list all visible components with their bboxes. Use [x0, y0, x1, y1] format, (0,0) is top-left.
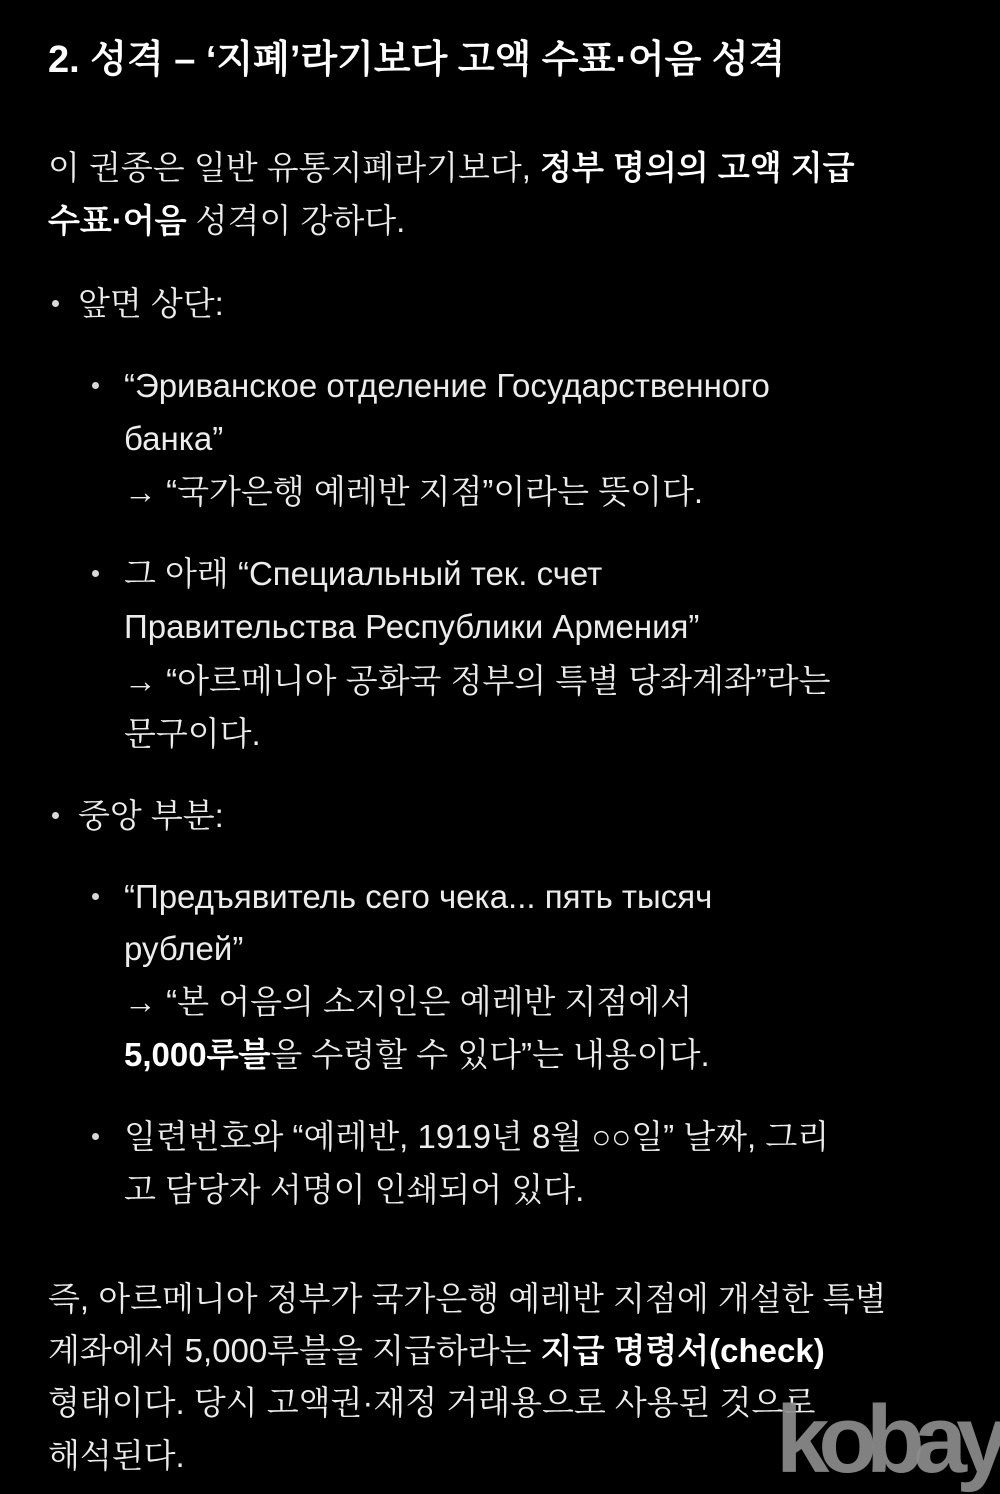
sub-bullet-line: “Эриванское отделение Государственного	[124, 367, 770, 404]
bullet-dot-icon	[92, 570, 99, 577]
sub-bullet-line: рублей”	[124, 930, 244, 967]
sub-bullet-line: → “아르메니아 공화국 정부의 특별 당좌계좌”라는	[124, 662, 831, 699]
bullet-label: 중앙 부분:	[78, 797, 224, 834]
sub-bullet-line: 고 담당자 서명이 인쇄되어 있다.	[124, 1171, 585, 1208]
intro-text: 성격이 강하다.	[186, 202, 406, 239]
intro-line	[48, 194, 1000, 247]
intro-line	[48, 141, 1000, 194]
intro-emphasis: 수표·어음	[48, 202, 187, 239]
sub-bullet-line: “Предъявитель сего чека... пять тысяч	[124, 878, 713, 915]
sub-bullet-line: → “국가은행 예레반 지점”이라는 뜻이다.	[124, 473, 703, 510]
intro-text: 이 권종은 일반 유통지폐라기보다,	[48, 149, 541, 186]
sub-bullet-line	[124, 1028, 1000, 1081]
sub-bullet-line: 그 아래 “Специальный тек. счет	[124, 555, 603, 592]
intro-emphasis: 정부 명의의 고액 지급	[540, 149, 855, 186]
amount-emphasis: 5,000루블	[124, 1036, 271, 1073]
bullet-label: 앞면 상단:	[78, 285, 224, 322]
sub-bullet-line: → “본 어음의 소지인은 예레반 지점에서	[124, 983, 693, 1020]
sub-bullet-text: 을 수령할 수 있다”는 내용이다.	[270, 1036, 710, 1073]
bullet-dot-icon	[92, 893, 99, 900]
conclusion-line: 즉, 아르메니아 정부가 국가은행 예레반 지점에 개설한 특별	[48, 1280, 887, 1317]
sub-bullet-line: 일련번호와 “예레반, 1919년 8월 ○○일” 날짜, 그리	[124, 1118, 830, 1155]
conclusion-line: 해석된다.	[48, 1437, 185, 1474]
bullet-dot-icon	[92, 382, 99, 389]
watermark-container	[768, 1380, 1000, 1494]
conclusion-text: 계좌에서 5,000루블을 지급하라는	[48, 1332, 541, 1369]
conclusion-line	[48, 1324, 1000, 1377]
sub-bullet-line: банка”	[124, 420, 224, 457]
bullet-dot-icon	[52, 300, 59, 307]
kobay-watermark: kobay	[776, 1386, 999, 1493]
section-title: 2. 성격 – ‘지폐’라기보다 고액 수표·어음 성격	[48, 39, 786, 81]
bullet-dot-icon	[92, 1133, 99, 1140]
bullet-dot-icon	[52, 812, 59, 819]
sub-bullet-line: Правительства Республики Армения”	[124, 608, 700, 645]
sub-bullet-line: 문구이다.	[124, 715, 261, 752]
conclusion-line: 형태이다. 당시 고액권·재정 거래용으로 사용된 것으로	[48, 1384, 816, 1421]
conclusion-emphasis: 지급 명령서(check)	[540, 1332, 825, 1369]
